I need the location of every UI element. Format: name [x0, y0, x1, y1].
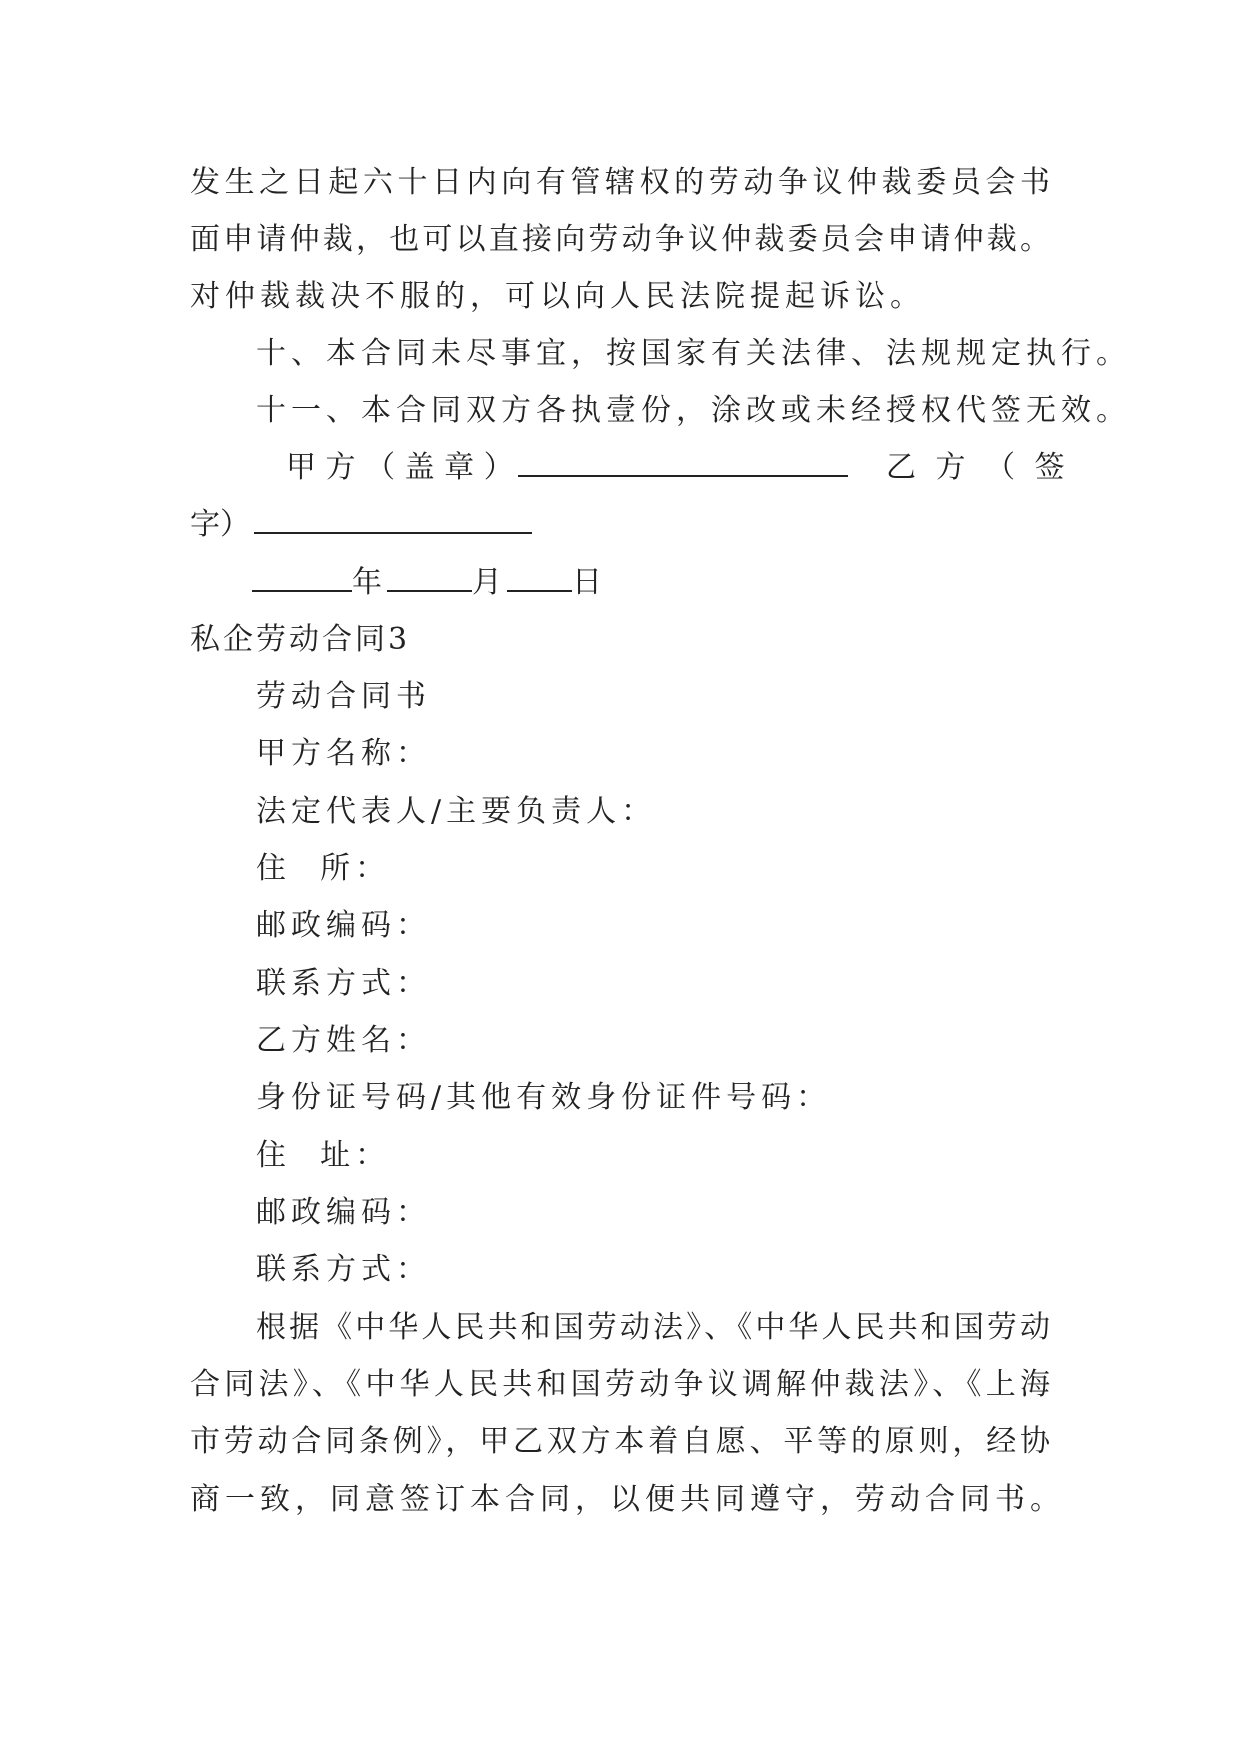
clause-11: 十一、本合同双方各执壹份，涂改或未经授权代签无效。: [256, 393, 1131, 428]
party-a-name-field: 甲方名称：: [256, 736, 431, 771]
party-a-signature-line: [286, 448, 848, 488]
party-a-contact-field: 联系方式：: [256, 966, 431, 1001]
paragraph-line: 面申请仲裁，也可以直接向劳动争议仲裁委员会申请仲裁。: [190, 222, 1050, 257]
year-blank: [252, 564, 352, 592]
party-b-signature-label-end: 字）: [190, 507, 250, 542]
legal-representative-field: 法定代表人/主要负责人：: [256, 794, 657, 829]
year-label: 年: [352, 565, 387, 600]
paragraph-line: 发生之日起六十日内向有管辖权的劳动争议仲裁委员会书: [190, 165, 1050, 200]
preamble-line: 合同法》、《中华人民共和国劳动争议调解仲裁法》、《上海: [190, 1367, 1050, 1402]
party-b-signature-line: [190, 505, 532, 545]
party-a-signature-label: 甲 方 （ 盖 章 ）: [286, 450, 514, 485]
month-blank: [387, 564, 472, 592]
clause-10: 十、本合同未尽事宜，按国家有关法律、法规规定执行。: [256, 336, 1131, 371]
party-b-contact-field: 联系方式：: [256, 1252, 431, 1287]
contract-title: 劳动合同书: [256, 679, 431, 714]
party-b-postcode-field: 邮政编码：: [256, 1195, 431, 1230]
party-b-signature-blank: [254, 506, 532, 534]
residence-field: 住 所：: [256, 851, 391, 886]
party-a-signature-blank: [518, 449, 848, 477]
party-b-signature-label: 乙 方 （ 签: [886, 450, 1070, 485]
party-a-postcode-field: 邮政编码：: [256, 908, 431, 943]
address-field: 住 址：: [256, 1138, 391, 1173]
party-b-name-field: 乙方姓名：: [256, 1023, 431, 1058]
preamble-line: 商一致，同意签订本合同，以便共同遵守，劳动合同书。: [190, 1482, 1065, 1517]
day-blank: [507, 564, 572, 592]
section-title: 私企劳动合同3: [190, 622, 411, 657]
preamble-line: 根据《中华人民共和国劳动法》、《中华人民共和国劳动: [256, 1310, 1050, 1345]
day-label: 日: [572, 565, 607, 600]
month-label: 月: [472, 565, 507, 600]
id-number-field: 身份证号码/其他有效身份证件号码：: [256, 1080, 832, 1115]
date-line: [252, 563, 607, 603]
paragraph-line: 对仲裁裁决不服的，可以向人民法院提起诉讼。: [190, 279, 925, 314]
preamble-line: 市劳动合同条例》，甲乙双方本着自愿、平等的原则，经协: [190, 1424, 1050, 1459]
